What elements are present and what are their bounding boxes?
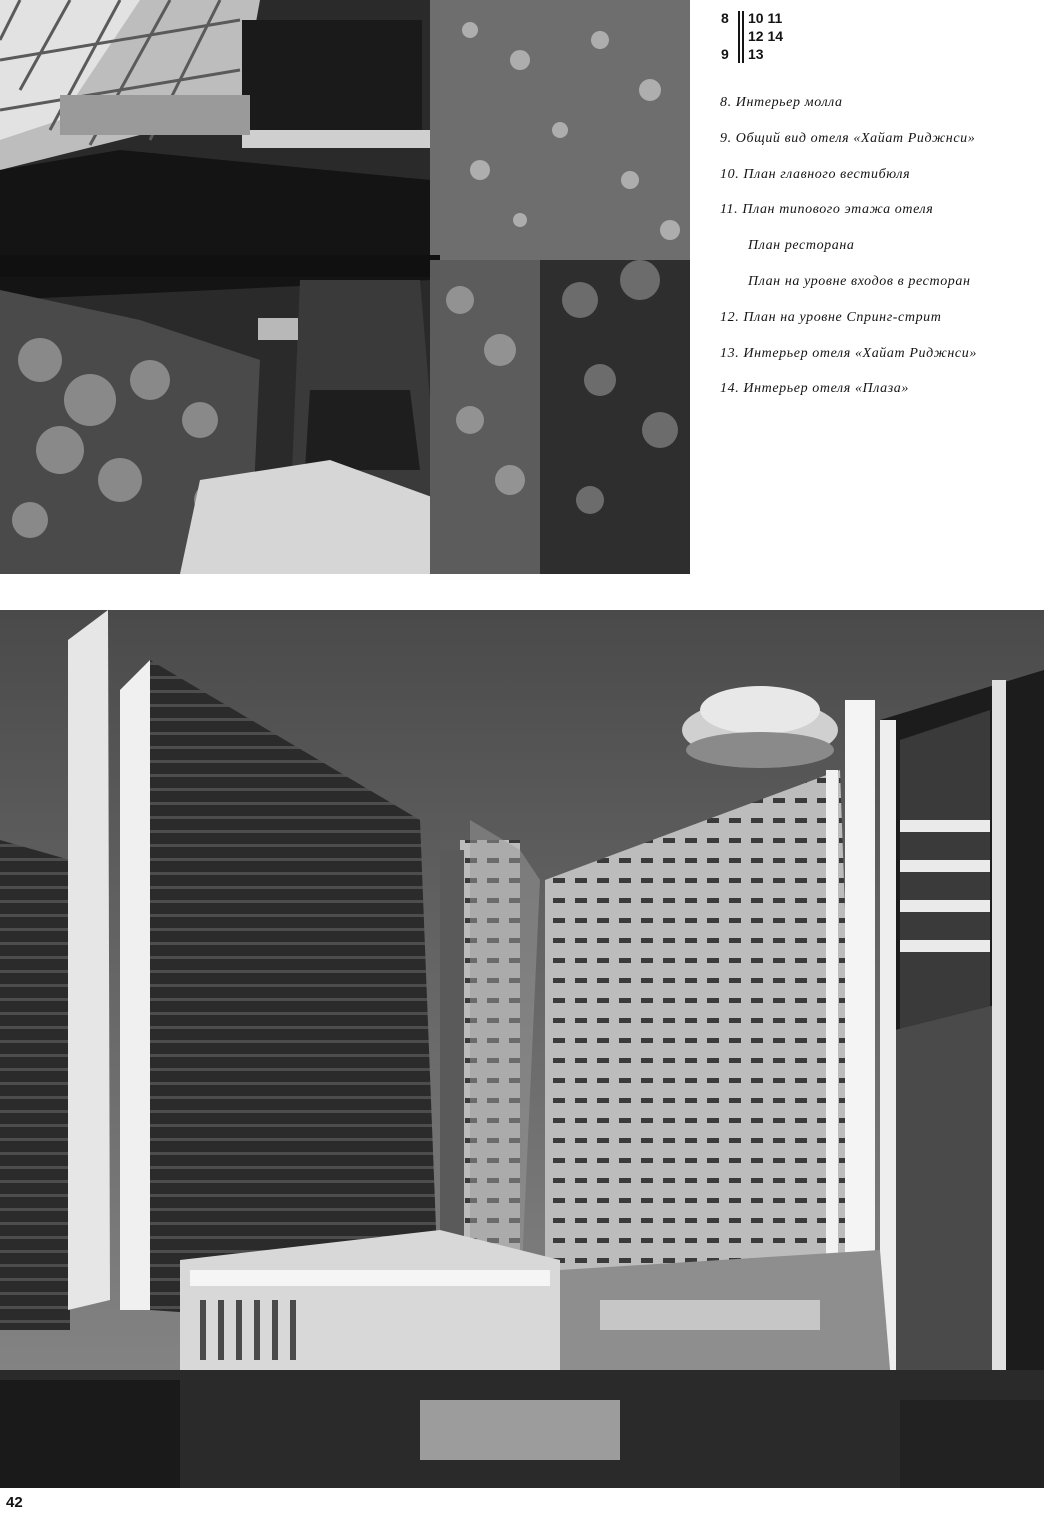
caption-item: 14. Интерьер отеля «Плаза»: [720, 381, 910, 397]
legend-number: 8: [721, 10, 729, 26]
caption-item: 9. Общий вид отеля «Хайат Риджнси»: [720, 130, 976, 146]
caption-item: 12. План на уровне Спринг-стрит: [720, 309, 942, 325]
mall-interior-photo: [0, 0, 690, 574]
caption-item: 10. План главного вестибюля: [720, 166, 911, 182]
page-number: 42: [6, 1494, 23, 1511]
legend-number: 9: [721, 46, 729, 62]
legend-number-row: 13: [748, 46, 764, 62]
caption-item: 8. Интерьер молла: [720, 95, 843, 110]
figure-captions: [720, 94, 1042, 416]
legend-number-row: 10 11: [748, 10, 783, 26]
caption-subitem: План на уровне входов в ресторан: [748, 273, 971, 289]
caption-item: 13. Интерьер отеля «Хайат Риджнси»: [720, 345, 977, 361]
hotel-general-view-photo: [0, 610, 1044, 1488]
legend-divider: [738, 11, 740, 63]
hotel-general-view-image: [0, 610, 1044, 1488]
mall-interior-image: [0, 0, 690, 574]
figure-number-legend: [718, 10, 808, 66]
caption-item: 11. План типового этажа отеля: [720, 202, 934, 218]
caption-subitem: План ресторана: [748, 238, 855, 254]
legend-divider: [742, 11, 744, 63]
legend-number-row: 12 14: [748, 28, 784, 44]
